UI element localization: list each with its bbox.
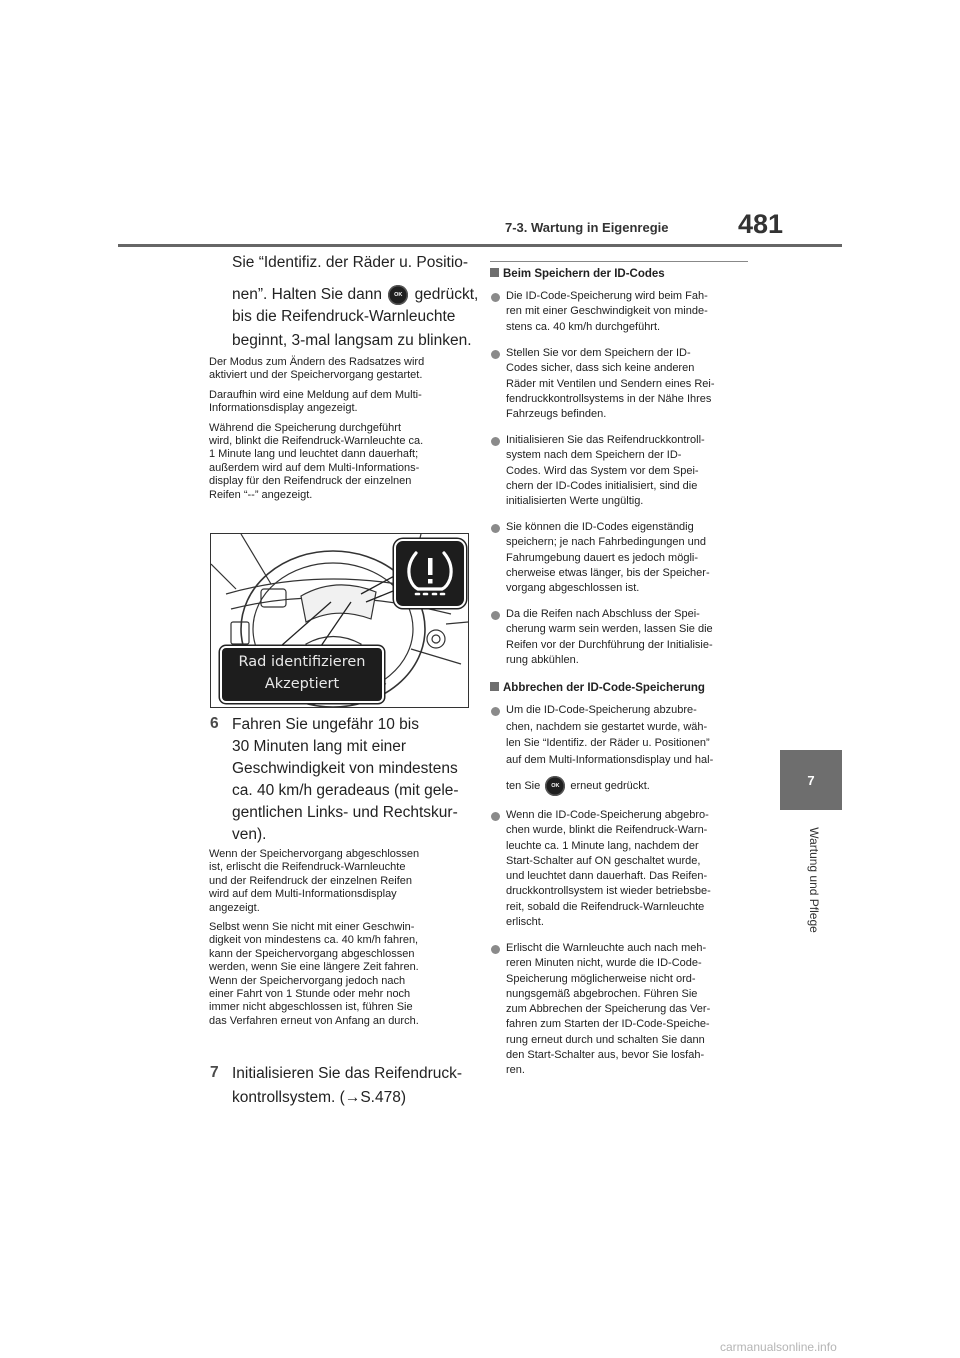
bullet-line: Speicherung möglicherweise nicht ord- (506, 972, 696, 985)
bullet-text-fragment: ten Sie (506, 779, 541, 792)
bullet-icon (491, 812, 500, 821)
bullet-line: ren. (506, 1064, 525, 1077)
note-block-1 (209, 356, 471, 502)
bullet-icon (491, 437, 500, 446)
note-line: 1 Minute lang und leuchtet dann dauerhaft; (209, 448, 419, 461)
bullet-line: chen, nachdem sie gestartet wurde, wäh- (506, 720, 708, 733)
bullet-icon (491, 611, 500, 620)
tpms-symbol (396, 541, 464, 606)
bullet-line: Codes. Wird das System vor dem Spei- (506, 464, 699, 477)
note-line: kann der Speichervorgang abgeschlossen (209, 947, 415, 960)
bullet-line: Da die Reifen nach Abschluss der Spei- (506, 608, 700, 620)
note-line: wird, blinkt die Reifendruck-Warnleuchte ca. (209, 435, 424, 448)
dashboard-illustration (210, 533, 469, 708)
bullet-item-2 (506, 346, 752, 422)
tire-pressure-warning-icon (394, 539, 466, 608)
bullet-line: fendruckkontrollsystems in der Nähe Ihres (506, 392, 712, 405)
note-line: display für den Reifendruck der einzelnen (209, 475, 412, 488)
step-number-6: 6 (210, 715, 219, 732)
bullet-line: cherweise etwas länger, bis der Speicher- (506, 566, 710, 579)
bullet-item-warning-lamp (506, 941, 752, 1079)
bullet-line: Reifen vor der Durchführung der Initialisie- (506, 638, 713, 651)
bullet-item-3 (506, 433, 752, 509)
bullet-icon (491, 945, 500, 954)
bullet-line: erlischt. (506, 916, 544, 929)
bullet-line: Stellen Sie vor dem Speichern der ID- (506, 347, 691, 359)
bullet-line: Fahrumgebung dauert es jedoch mögli- (506, 551, 699, 564)
note-line: digkeit von mindestens ca. 40 km/h fahren, (209, 934, 419, 947)
bullet-line: Die ID-Code-Speicherung wird beim Fah- (506, 290, 708, 302)
bullet-line: Initialisieren Sie das Reifendruckkontroll- (506, 434, 705, 446)
bullet-line: Start-Schalter auf ON geschaltet wurde, (506, 854, 701, 867)
page-reference-link[interactable]: kontrollsystem. (→S.478) (232, 1089, 406, 1106)
section-title-2: Abbrechen der ID-Code-Speicherung (503, 682, 705, 694)
bullet-line: Codes sicher, dass sich keine anderen (506, 362, 695, 375)
note-line: immer nicht abgeschlossen ist, führen Sie (209, 1001, 413, 1014)
note-line: Während die Speicherung durchgeführt (209, 421, 402, 434)
note-line: ist, erlischt die Reifendruck-Warnleuchte (209, 861, 406, 874)
ok-button-icon: OK (545, 776, 565, 796)
section-heading-saving (490, 268, 665, 280)
bullet-text-fragment: erneut gedrückt. (570, 779, 650, 792)
section-title-1: Beim Speichern der ID-Codes (503, 268, 665, 280)
bullet-item-aborted (506, 808, 752, 930)
bullet-line: Erlischt die Warnleuchte auch nach meh- (506, 942, 707, 954)
note-line: Reifen “--” angezeigt. (209, 488, 313, 501)
bullet-line: leuchte ca. 1 Minute lang, nachdem der (506, 839, 699, 852)
chapter-title: Wartung und Pflege (807, 827, 821, 933)
page-number: 481 (738, 209, 784, 239)
section-heading: 7-3. Wartung in Eigenregie (505, 220, 669, 235)
bullet-line: nungsgemäß abgebrochen. Führen Sie (506, 987, 698, 1000)
bullet-line: Räder mit Ventilen und Sendern eines Rei- (506, 377, 715, 390)
bullet-line: zum Abbrechen der Speicherung das Ver- (506, 1003, 711, 1016)
bullet-line: fahren zum Starten der ID-Code-Speiche- (506, 1018, 710, 1031)
step6-line-2: 30 Minuten lang mit einer (232, 738, 407, 755)
lead-line-2 (232, 285, 482, 305)
display-line-2: Akzeptiert (264, 676, 340, 692)
bullet-line: stens ca. 40 km/h durchgeführt. (506, 320, 661, 333)
bullet-item-5 (506, 607, 752, 668)
note-line: außerdem wird auf dem Multi-Informations- (209, 461, 420, 474)
note-line: Informationsdisplay angezeigt. (209, 402, 358, 415)
square-bullet-icon (490, 268, 499, 277)
note-line: Der Modus zum Ändern des Radsatzes wird (209, 356, 425, 368)
step-number-7: 7 (210, 1064, 219, 1081)
bullet-line: reit, sobald die Reifendruck-Warnleuchte (506, 900, 705, 913)
bullet-icon (491, 350, 500, 359)
bullet-line: initialisierten Werte ungültig. (506, 495, 644, 508)
step6-line-6: ven). (232, 826, 267, 843)
bullet-line: chern der ID-Codes initialisiert, sind die (506, 479, 698, 492)
section-heading-cancel (490, 682, 705, 694)
lead-line-4: beginnt, 3-mal langsam zu blinken. (232, 332, 472, 349)
note-line: und der Reifendruck der einzelnen Reifen (209, 874, 413, 887)
step6-line-1: Fahren Sie ungefähr 10 bis (232, 716, 419, 733)
bullet-item-1 (506, 289, 752, 335)
lead-line-2-text: nen”. Halten Sie dann (232, 286, 382, 304)
note-line: aktiviert und der Speichervorgang gestartet. (209, 369, 423, 382)
bullet-line: speichern; je nach Fahrbedingungen und (506, 536, 706, 549)
bullet-icon (491, 293, 500, 302)
bullet-line: Sie können die ID-Codes eigenständig (506, 521, 694, 533)
watermark: carmanualsonline.info (720, 1340, 837, 1354)
ok-button-icon: OK (388, 285, 408, 305)
bullet-line: chen wurde, blinkt die Reifendruck-Warn- (506, 824, 708, 837)
bullet-line: len Sie “Identifiz. der Räder u. Positionen” (506, 737, 710, 749)
lead-line-2-end: gedrückt, (414, 286, 479, 304)
bullet-line: Wenn die ID-Code-Speicherung abgebro- (506, 809, 709, 821)
multi-info-display (220, 646, 384, 703)
bullet-line: und leuchtet dann dauerhaft. Das Reifen- (506, 870, 708, 883)
display-line-1: Rad identifizieren (238, 654, 366, 670)
header-divider (118, 244, 842, 247)
bullet-line (506, 776, 752, 796)
bullet-line: Um die ID-Code-Speicherung abzubre- (506, 704, 697, 716)
note-block-2 (209, 848, 471, 1028)
bullet-line: auf dem Multi-Informationsdisplay und hal- (506, 753, 714, 766)
note-line: Selbst wenn Sie nicht mit einer Geschwin- (209, 921, 415, 934)
bullet-item-cancel (506, 702, 752, 796)
square-bullet-icon (490, 682, 499, 691)
step7-line-1: Initialisieren Sie das Reifendruck- (232, 1065, 463, 1082)
bullet-line: rung erneut durch und schalten Sie dann (506, 1033, 705, 1046)
bullet-line: rung abkühlen. (506, 653, 579, 666)
bullet-icon (491, 707, 500, 716)
step6-line-5: gentlichen Links- und Rechtskur- (232, 804, 458, 821)
bullet-line: Fahrzeugs befinden. (506, 408, 607, 421)
bullet-icon (491, 524, 500, 533)
bullet-line: cherung warm sein werden, lassen Sie die (506, 623, 713, 636)
note-line: einer Fahrt von 1 Stunde oder mehr noch (209, 988, 411, 1001)
bullet-line: druckkontrollsystem ist wieder betriebsbe- (506, 885, 711, 898)
bullet-line: system nach dem Speichern der ID- (506, 449, 682, 462)
bullet-line: den Start-Schalter aus, bevor Sie losfah- (506, 1049, 705, 1062)
chapter-tab[interactable]: 7 (780, 750, 842, 810)
note-line: das Verfahren erneut von Anfang an durch. (209, 1014, 419, 1027)
step7-line-2 (232, 1088, 482, 1108)
bullet-line: reren Minuten nicht, wurde die ID-Code- (506, 957, 702, 970)
note-line: Daraufhin wird eine Meldung auf dem Multi- (209, 388, 422, 401)
bullet-item-4 (506, 520, 752, 596)
note-line: werden, wenn Sie eine längere Zeit fahren. (209, 961, 419, 974)
note-line: angezeigt. (209, 901, 260, 914)
note-line: Wenn der Speichervorgang jedoch nach (209, 974, 406, 987)
lead-line-1: Sie “Identifiz. der Räder u. Positio- (232, 254, 469, 271)
right-column-rule (490, 261, 748, 262)
bullet-line: ren mit einer Geschwindigkeit von minde- (506, 305, 708, 318)
bullet-line: vorgang abgeschlossen ist. (506, 582, 640, 595)
step6-line-4: ca. 40 km/h geradeaus (mit gele- (232, 782, 459, 799)
note-line: Wenn der Speichervorgang abgeschlossen (209, 848, 420, 860)
note-line: wird auf dem Multi-Informationsdisplay (209, 888, 397, 901)
lead-line-3: bis die Reifendruck-Warnleuchte (232, 308, 456, 325)
step6-line-3: Geschwindigkeit von mindestens (232, 760, 458, 777)
